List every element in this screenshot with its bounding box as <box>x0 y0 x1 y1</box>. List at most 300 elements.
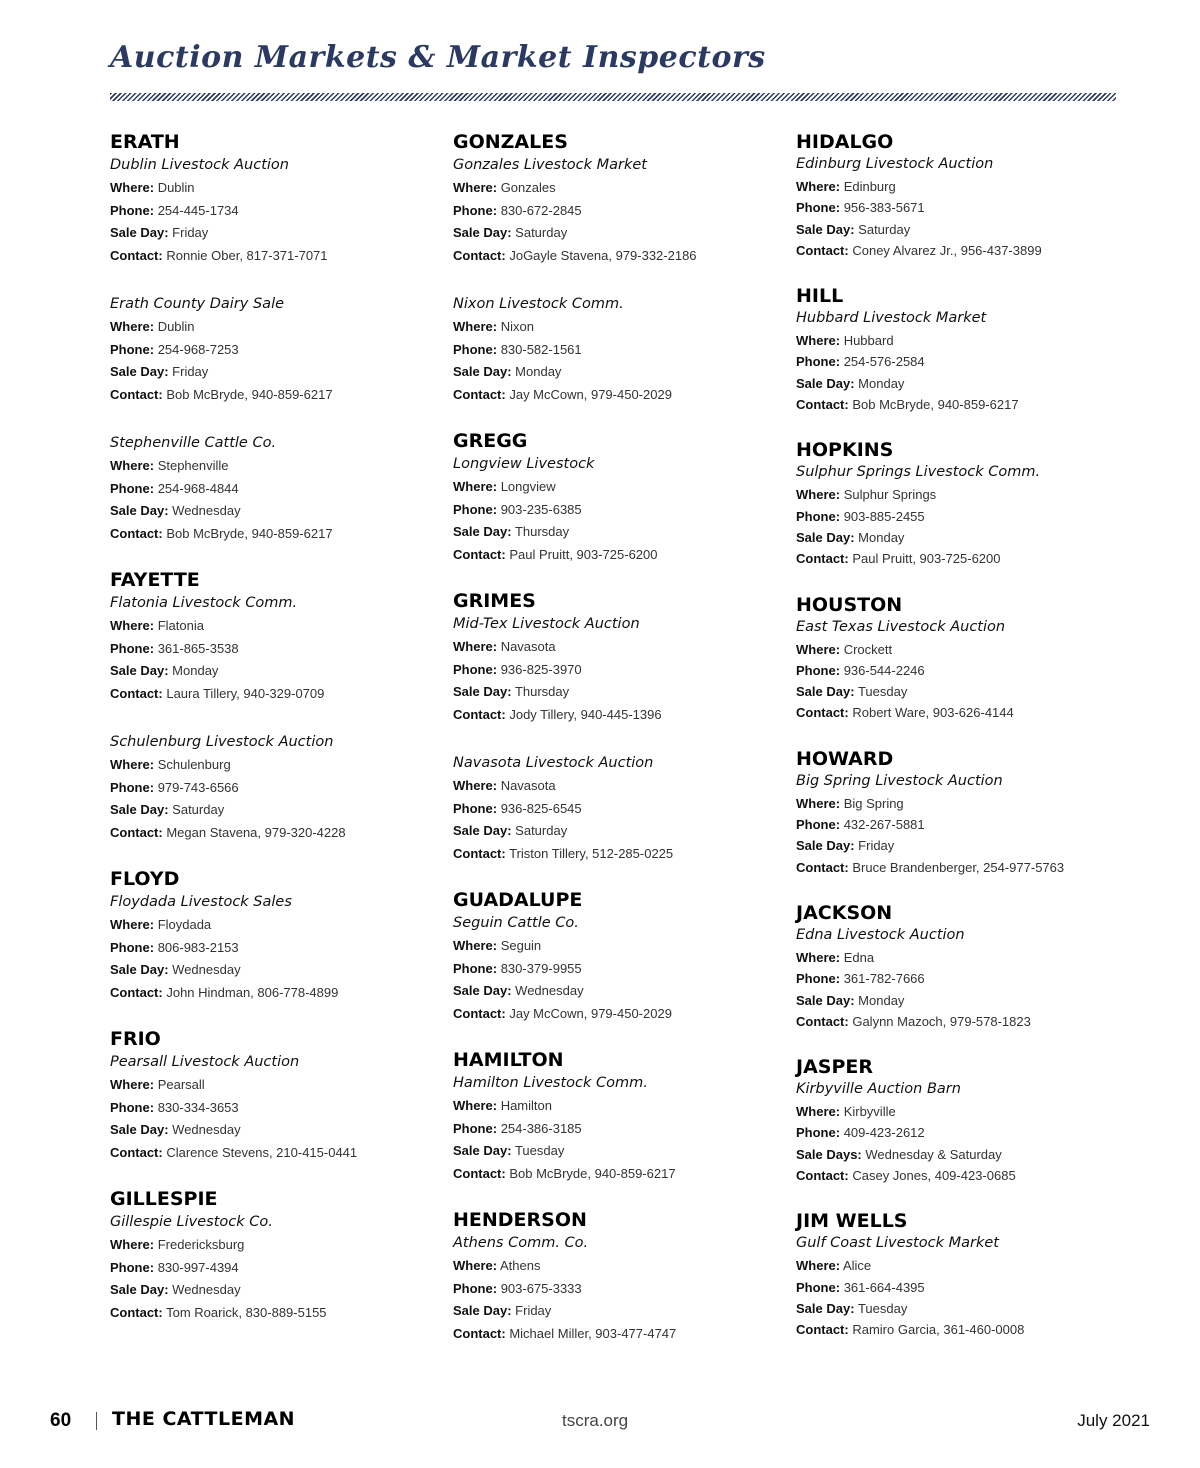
phone-line <box>453 659 793 682</box>
sale-day-label: Sale Day: <box>453 983 512 998</box>
where-label: Where: <box>110 757 155 772</box>
phone-line <box>110 1097 450 1120</box>
contact-label: Contact: <box>796 397 849 413</box>
website-link[interactable]: tscra.org <box>562 1411 629 1430</box>
county-section <box>453 430 793 566</box>
market-name: Schulenburg Livestock Auction <box>110 734 334 750</box>
contact-label: Contact: <box>453 706 506 722</box>
where-label: Where: <box>796 795 841 811</box>
where-label: Where: <box>110 1077 155 1092</box>
contact-line <box>453 1003 793 1026</box>
sale-day-value: Monday <box>858 529 905 545</box>
where-line <box>453 1255 793 1278</box>
contact-line <box>796 702 1136 723</box>
county-section <box>110 868 450 1004</box>
market-entry <box>110 731 450 844</box>
where-value: Big Spring <box>843 795 904 811</box>
where-value: Stephenville <box>157 458 229 473</box>
where-value: Crockett <box>843 641 893 657</box>
contact-label: Contact: <box>453 1165 506 1181</box>
contact-label: Contact: <box>453 1325 506 1341</box>
market-entry <box>453 1072 793 1185</box>
sale-day-label: Sale Day: <box>453 225 512 240</box>
market-name: Stephenville Cattle Co. <box>110 435 277 451</box>
market-name: Dublin Livestock Auction <box>110 157 289 173</box>
where-line <box>453 1095 793 1118</box>
contact-line <box>110 683 450 706</box>
contact-label: Contact: <box>796 1013 849 1029</box>
phone-line <box>453 958 793 981</box>
phone-value[interactable]: 361-865-3538 <box>157 640 239 656</box>
county-section <box>796 285 1136 415</box>
phone-label: Phone: <box>796 1125 841 1141</box>
where-line <box>796 1255 1136 1276</box>
where-value: Gonzales <box>500 180 556 195</box>
sale-day-line <box>796 835 1136 856</box>
sale-days-label: Sale Days: <box>796 1146 862 1162</box>
phone-value[interactable]: 903-235-6385 <box>500 501 582 517</box>
sale-day-label: Sale Day: <box>453 684 512 699</box>
contact-line <box>796 1165 1136 1186</box>
phone-value[interactable]: 830-379-9955 <box>500 960 582 976</box>
market-entry <box>110 293 450 406</box>
sale-day-line <box>453 820 793 843</box>
sale-day-line <box>796 681 1136 702</box>
county-section <box>110 1188 450 1324</box>
where-label: Where: <box>796 1258 841 1274</box>
phone-value[interactable]: 361-782-7666 <box>843 971 925 987</box>
county-section <box>796 748 1136 878</box>
where-line <box>796 1101 1136 1122</box>
where-line <box>110 316 450 339</box>
phone-line <box>453 499 793 522</box>
phone-line <box>453 200 793 223</box>
contact-value: Jay McCown, 979-450-2029 <box>509 386 672 402</box>
where-value: Longview <box>500 479 556 494</box>
sale-day-value: Tuesday <box>857 1300 908 1316</box>
contact-value: Megan Stavena, 979-320-4228 <box>166 824 346 840</box>
phone-value[interactable]: 409-423-2612 <box>843 1125 925 1141</box>
where-line <box>796 176 1136 197</box>
contact-value: Paul Pruitt, 903-725-6200 <box>509 546 658 562</box>
where-value: Hamilton <box>500 1098 552 1113</box>
contact-label: Contact: <box>796 1322 849 1338</box>
phone-line <box>110 339 450 362</box>
sale-day-line <box>453 222 793 245</box>
where-value: Navasota <box>500 639 556 654</box>
phone-line <box>110 638 450 661</box>
market-entry <box>453 1232 793 1345</box>
county-section <box>110 569 450 844</box>
where-label: Where: <box>796 487 841 503</box>
where-label: Where: <box>796 333 841 349</box>
sale-day-line <box>453 980 793 1003</box>
sale-day-label: Sale Day: <box>110 1122 169 1137</box>
county-name: HOPKINS <box>796 439 894 462</box>
market-name: Sulphur Springs Livestock Comm. <box>796 464 1041 481</box>
phone-label: Phone: <box>453 661 498 677</box>
where-line <box>796 484 1136 505</box>
where-line <box>453 636 793 659</box>
where-value: Athens <box>499 1258 541 1273</box>
listing-column-2 <box>453 131 793 1369</box>
where-label: Where: <box>796 1104 841 1120</box>
where-line <box>110 615 450 638</box>
sale-day-label: Sale Day: <box>110 364 169 379</box>
where-line <box>453 935 793 958</box>
where-value: Navasota <box>500 778 556 793</box>
county-name: GRIMES <box>453 590 536 612</box>
phone-label: Phone: <box>110 202 155 218</box>
phone-line <box>110 200 450 223</box>
sale-day-value: Tuesday <box>514 1143 565 1158</box>
sale-day-line <box>110 660 450 683</box>
phone-value[interactable]: 903-885-2455 <box>843 508 925 524</box>
contact-line <box>796 1011 1136 1032</box>
phone-line <box>796 351 1136 372</box>
sale-day-line <box>110 361 450 384</box>
sale-day-label: Sale Day: <box>453 364 512 379</box>
sale-day-label: Sale Day: <box>110 503 169 518</box>
contact-line <box>110 523 450 546</box>
phone-value[interactable]: 254-445-1734 <box>157 202 239 218</box>
market-entry <box>796 617 1136 724</box>
phone-label: Phone: <box>453 341 498 357</box>
sale-day-line <box>110 1119 450 1142</box>
county-name: JACKSON <box>796 901 893 924</box>
phone-line <box>110 777 450 800</box>
market-name: Mid-Tex Livestock Auction <box>453 616 640 632</box>
county-section <box>796 1210 1136 1340</box>
contact-line <box>796 240 1136 261</box>
contact-value: Ramiro Garcia, 361-460-0008 <box>852 1322 1025 1338</box>
where-line <box>796 330 1136 351</box>
where-value: Sulphur Springs <box>843 487 937 503</box>
sale-day-label: Sale Day: <box>453 1303 512 1318</box>
sale-day-line <box>453 521 793 544</box>
county-section <box>453 590 793 865</box>
phone-line <box>453 339 793 362</box>
where-line <box>453 775 793 798</box>
contact-line <box>453 1163 793 1186</box>
phone-label: Phone: <box>453 960 498 976</box>
footer-divider <box>96 1412 97 1430</box>
sale-day-line <box>110 222 450 245</box>
sale-day-line <box>796 527 1136 548</box>
issue-date: July 2021 <box>1077 1411 1150 1430</box>
county-name: JASPER <box>796 1056 873 1079</box>
where-label: Where: <box>453 778 498 793</box>
where-label: Where: <box>453 319 498 334</box>
market-entry <box>453 613 793 726</box>
page-footer <box>0 1408 1200 1438</box>
market-entry <box>110 1211 450 1324</box>
phone-line <box>453 1278 793 1301</box>
where-label: Where: <box>110 618 155 633</box>
where-value: Dublin <box>157 180 195 195</box>
market-entry <box>453 293 793 406</box>
contact-value: JoGayle Stavena, 979-332-2186 <box>509 247 697 263</box>
contact-label: Contact: <box>110 386 163 402</box>
sale-day-label: Sale Day: <box>796 684 855 700</box>
market-name: Hamilton Livestock Comm. <box>453 1075 648 1091</box>
market-name: Longview Livestock <box>453 456 595 472</box>
where-line <box>110 1074 450 1097</box>
sale-day-label: Sale Day: <box>796 1300 855 1316</box>
sale-day-label: Sale Day: <box>453 1143 512 1158</box>
where-line <box>796 639 1136 660</box>
phone-line <box>796 814 1136 835</box>
phone-label: Phone: <box>110 939 155 955</box>
phone-value[interactable]: 936-825-6545 <box>500 800 582 816</box>
phone-value[interactable]: 830-582-1561 <box>500 341 582 357</box>
sale-day-value: Saturday <box>515 225 568 240</box>
sale-day-label: Sale Day: <box>796 221 855 237</box>
market-name: Pearsall Livestock Auction <box>110 1054 300 1070</box>
sale-day-value: Saturday <box>858 221 911 237</box>
phone-label: Phone: <box>110 480 155 496</box>
sale-day-label: Sale Day: <box>110 663 169 678</box>
county-section <box>453 1209 793 1345</box>
sale-day-line <box>110 500 450 523</box>
market-name: Edna Livestock Auction <box>796 926 965 943</box>
phone-value[interactable]: 936-825-3970 <box>500 661 582 677</box>
phone-value[interactable]: 254-386-3185 <box>500 1120 582 1136</box>
market-entry <box>453 453 793 566</box>
page-number: 60 <box>50 1410 72 1431</box>
phone-label: Phone: <box>110 341 155 357</box>
where-label: Where: <box>453 938 498 953</box>
contact-label: Contact: <box>110 1304 163 1320</box>
contact-line <box>453 1323 793 1346</box>
where-label: Where: <box>796 949 841 965</box>
market-name: Edinburg Livestock Auction <box>796 156 994 172</box>
sale-day-line <box>796 990 1136 1011</box>
phone-value[interactable]: 830-997-4394 <box>157 1259 239 1275</box>
phone-label: Phone: <box>453 202 498 218</box>
contact-line <box>453 843 793 866</box>
where-line <box>453 476 793 499</box>
contact-line <box>110 384 450 407</box>
listing-column-3 <box>796 131 1136 1365</box>
sale-day-label: Sale Day: <box>796 375 855 391</box>
contact-value: Triston Tillery, 512-285-0225 <box>509 845 674 861</box>
phone-value[interactable]: 830-672-2845 <box>500 202 582 218</box>
sale-day-value: Tuesday <box>857 684 908 700</box>
where-label: Where: <box>110 1237 155 1252</box>
phone-line <box>110 937 450 960</box>
market-name: Hubbard Livestock Market <box>796 310 987 327</box>
contact-label: Contact: <box>453 247 506 263</box>
phone-value[interactable]: 936-544-2246 <box>843 662 925 678</box>
contact-label: Contact: <box>453 1005 506 1021</box>
county-section <box>110 131 450 545</box>
contact-line <box>796 1319 1136 1340</box>
phone-value[interactable]: 361-664-4395 <box>843 1279 925 1295</box>
market-name: East Texas Livestock Auction <box>796 618 1006 635</box>
market-name: Athens Comm. Co. <box>453 1235 589 1251</box>
contact-line <box>796 548 1136 569</box>
where-value: Fredericksburg <box>157 1237 245 1252</box>
market-entry <box>796 1233 1136 1340</box>
phone-label: Phone: <box>453 501 498 517</box>
county-name: HENDERSON <box>453 1209 587 1231</box>
sale-day-value: Saturday <box>515 823 568 838</box>
where-label: Where: <box>110 180 155 195</box>
phone-value[interactable]: 903-675-3333 <box>500 1280 582 1296</box>
county-name: HILL <box>796 285 844 308</box>
where-label: Where: <box>453 639 498 654</box>
county-section <box>796 131 1136 261</box>
contact-label: Contact: <box>796 242 849 258</box>
page-title: Auction Markets & Market Inspectors <box>110 40 766 75</box>
contact-value: Bob McBryde, 940-859-6217 <box>509 1165 676 1181</box>
county-section <box>796 594 1136 724</box>
county-section <box>796 902 1136 1032</box>
county-name: HAMILTON <box>453 1049 564 1071</box>
phone-line <box>110 478 450 501</box>
where-value: Seguin <box>500 938 542 953</box>
sale-day-line <box>796 219 1136 240</box>
contact-line <box>110 822 450 845</box>
phone-value[interactable]: 254-968-7253 <box>157 341 239 357</box>
sale-day-label: Sale Day: <box>110 962 169 977</box>
where-label: Where: <box>110 917 155 932</box>
contact-line <box>796 857 1136 878</box>
sale-day-label: Sale Day: <box>453 823 512 838</box>
where-label: Where: <box>453 1098 498 1113</box>
contact-label: Contact: <box>110 685 163 701</box>
phone-line <box>796 968 1136 989</box>
sale-day-label: Sale Day: <box>796 529 855 545</box>
county-section <box>110 1028 450 1164</box>
market-entry <box>110 592 450 705</box>
contact-value: Bob McBryde, 940-859-6217 <box>166 386 333 402</box>
contact-label: Contact: <box>796 551 849 567</box>
where-label: Where: <box>796 179 841 194</box>
where-value: Dublin <box>157 319 195 334</box>
phone-value[interactable]: 830-334-3653 <box>157 1099 239 1115</box>
phone-label: Phone: <box>796 817 841 833</box>
phone-label: Phone: <box>796 662 841 678</box>
phone-label: Phone: <box>796 200 841 216</box>
sale-day-value: Friday <box>515 1303 552 1318</box>
market-entry <box>110 1051 450 1164</box>
phone-label: Phone: <box>110 1259 155 1275</box>
phone-label: Phone: <box>453 1280 498 1296</box>
market-name: Navasota Livestock Auction <box>453 755 654 771</box>
phone-value[interactable]: 979-743-6566 <box>157 779 239 795</box>
sale-day-value: Thursday <box>514 684 570 699</box>
contact-value: Coney Alvarez Jr., 956-437-3899 <box>852 242 1042 258</box>
sale-days-line <box>796 1144 1136 1165</box>
market-entry <box>453 752 793 865</box>
sale-day-value: Thursday <box>514 524 570 539</box>
contact-value: Robert Ware, 903-626-4144 <box>852 705 1014 721</box>
contact-value: Bob McBryde, 940-859-6217 <box>166 525 333 541</box>
phone-line <box>796 1277 1136 1298</box>
sale-day-line <box>453 1300 793 1323</box>
county-name: ERATH <box>110 131 180 153</box>
contact-label: Contact: <box>110 247 163 263</box>
sale-day-label: Sale Day: <box>453 524 512 539</box>
market-name: Kirbyville Auction Barn <box>796 1081 961 1098</box>
where-line <box>796 947 1136 968</box>
sale-day-value: Wednesday <box>515 983 584 998</box>
phone-line <box>796 506 1136 527</box>
phone-value[interactable]: 254-576-2584 <box>843 354 925 370</box>
contact-value: Clarence Stevens, 210-415-0441 <box>166 1144 358 1160</box>
contact-value: Jay McCown, 979-450-2029 <box>509 1005 672 1021</box>
where-line <box>110 455 450 478</box>
contact-line <box>453 384 793 407</box>
sale-day-line <box>110 799 450 822</box>
market-name: Gillespie Livestock Co. <box>110 1214 273 1230</box>
title-divider <box>110 93 1116 101</box>
county-name: GREGG <box>453 430 528 452</box>
county-section <box>796 1056 1136 1186</box>
contact-label: Contact: <box>796 705 849 721</box>
market-entry <box>453 154 793 267</box>
phone-value[interactable]: 956-383-5671 <box>843 200 925 216</box>
county-name: FRIO <box>110 1028 161 1050</box>
county-section <box>453 131 793 406</box>
phone-line <box>796 1122 1136 1143</box>
where-line <box>110 1234 450 1257</box>
market-name: Erath County Dairy Sale <box>110 296 285 312</box>
market-entry <box>796 308 1136 415</box>
where-line <box>796 793 1136 814</box>
county-section <box>453 1049 793 1185</box>
contact-value: Casey Jones, 409-423-0685 <box>852 1168 1016 1184</box>
phone-value[interactable]: 432-267-5881 <box>843 817 925 833</box>
market-entry <box>110 154 450 267</box>
contact-value: Laura Tillery, 940-329-0709 <box>166 685 325 701</box>
where-value: Hubbard <box>843 333 894 349</box>
sale-day-line <box>453 1140 793 1163</box>
contact-label: Contact: <box>110 1144 163 1160</box>
phone-value[interactable]: 806-983-2153 <box>157 939 239 955</box>
sale-day-line <box>796 373 1136 394</box>
market-name: Flatonia Livestock Comm. <box>110 595 298 611</box>
where-value: Floydada <box>157 917 212 932</box>
contact-label: Contact: <box>110 984 163 1000</box>
market-entry <box>110 432 450 545</box>
contact-value: Bruce Brandenberger, 254-977-5763 <box>852 859 1065 875</box>
contact-line <box>110 245 450 268</box>
where-value: Nixon <box>500 319 534 334</box>
where-label: Where: <box>453 180 498 195</box>
where-line <box>453 177 793 200</box>
contact-value: Tom Roarick, 830-889-5155 <box>166 1304 327 1320</box>
county-name: FLOYD <box>110 868 180 890</box>
where-value: Alice <box>842 1258 872 1274</box>
sale-day-value: Saturday <box>172 802 225 817</box>
county-section <box>453 889 793 1025</box>
contact-value: John Hindman, 806-778-4899 <box>166 984 339 1000</box>
county-name: GILLESPIE <box>110 1188 218 1210</box>
phone-label: Phone: <box>453 1120 498 1136</box>
where-label: Where: <box>110 458 155 473</box>
sale-day-value: Friday <box>172 225 209 240</box>
phone-value[interactable]: 254-968-4844 <box>157 480 239 496</box>
phone-label: Phone: <box>796 971 841 987</box>
where-label: Where: <box>110 319 155 334</box>
phone-label: Phone: <box>796 354 841 370</box>
phone-label: Phone: <box>110 779 155 795</box>
contact-label: Contact: <box>796 1168 849 1184</box>
market-entry <box>796 154 1136 261</box>
